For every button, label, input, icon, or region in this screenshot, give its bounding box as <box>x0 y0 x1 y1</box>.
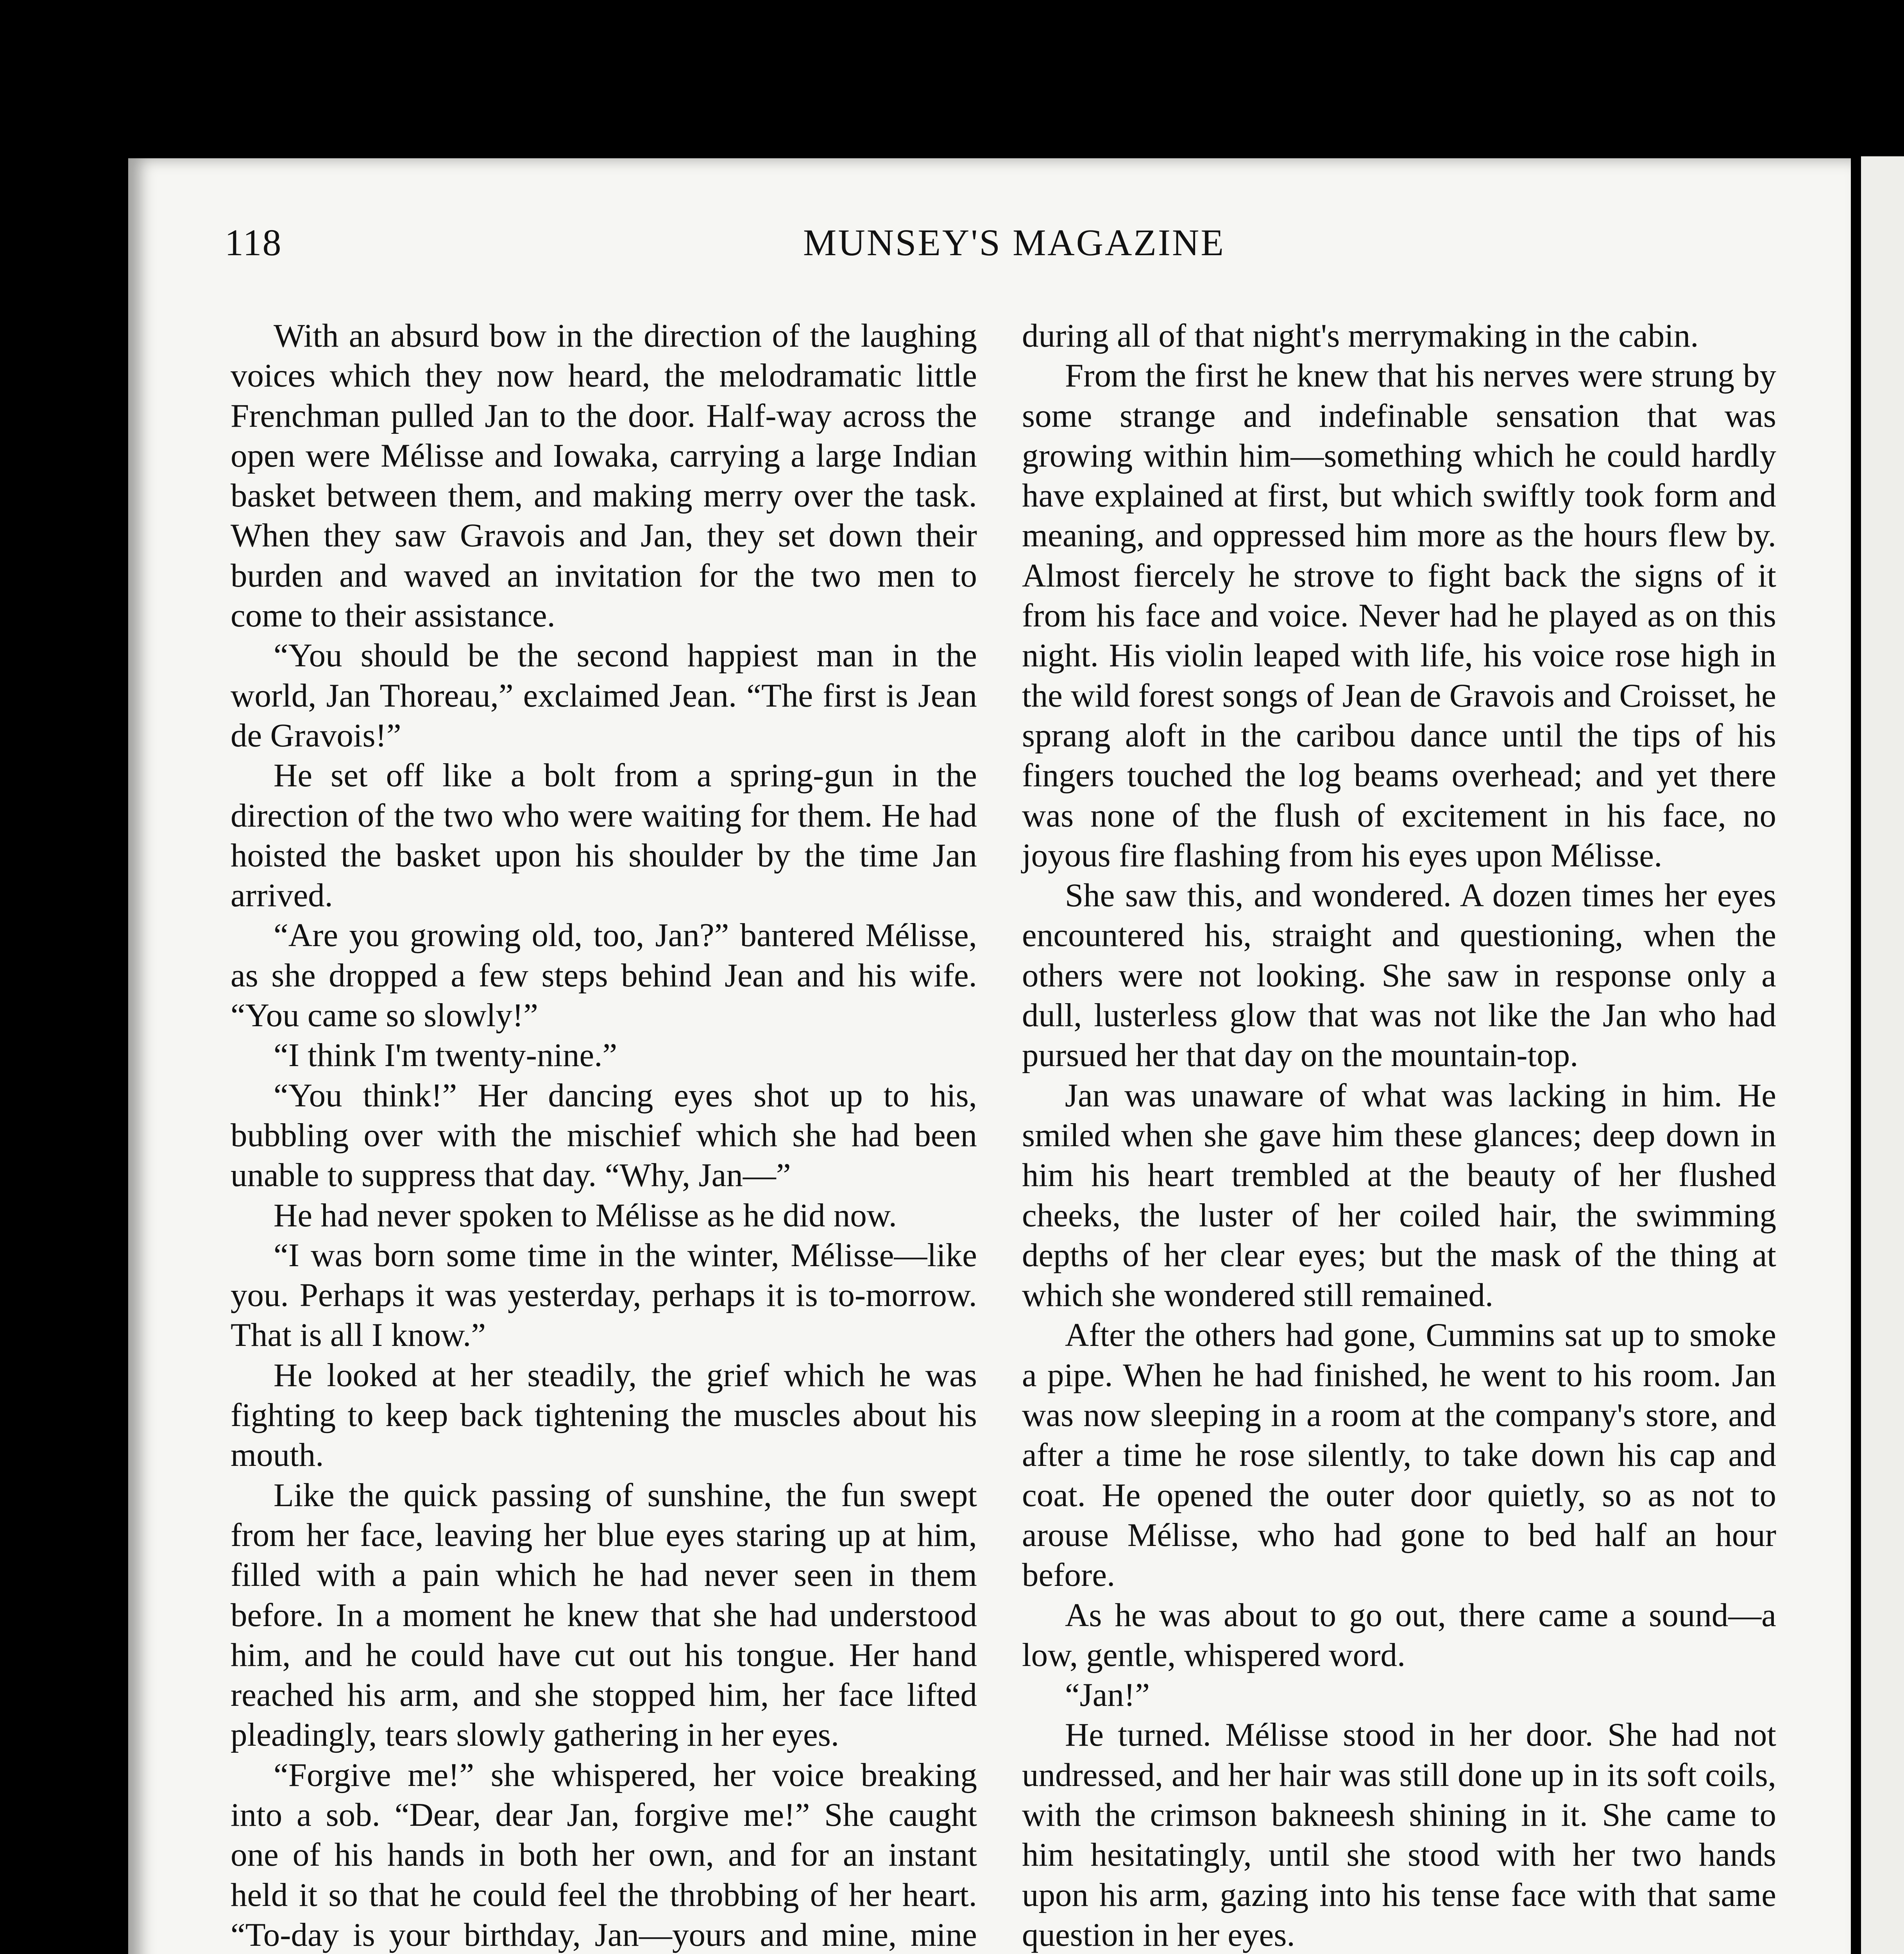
paragraph: “You think!” Her dancing eyes shot up to his, bubbling over with the mischief which she had been unable to suppress that day. “Why, Jan—” <box>231 1077 977 1194</box>
paragraph: “Jan!” <box>1065 1677 1150 1714</box>
page-header <box>225 221 1757 276</box>
paragraph: With an absurd bow in the direction of the laughing voices which they now heard, the melodramatic little Frenchman pulled Jan to the door. Half-way across the open were Mélisse and Iowaka, carrying a large Indian basket between them, and making merry over the task. When they saw Gravois and Jan, they set down their burden and waved an invitation for the two men to come to their assistance. <box>231 317 977 634</box>
paragraph: He looked at her steadily, the grief which he was fighting to keep back tightening the muscles about his mouth. <box>231 1356 977 1474</box>
paragraph: He turned. Mélisse stood in her door. She had not undressed, and her hair was still done up in its soft coils, with the crimson bakneesh shining in it. She came to him hesitatingly, until she stood with her two hands upon his arm, gazing into his tense face with that same question in her eyes. <box>1022 1716 1776 1953</box>
paragraph: during all of that night's merrymaking in the cabin. <box>1022 317 1699 354</box>
paragraph: “Forgive me!” she whispered, her voice breaking into a sob. “Dear, dear Jan, forgive me!” She caught one of his hands in both her own, and for an instant held it so that he could feel the throbbing of her heart. “To-day is your birthday, Jan—yours and mine, mine <box>231 1756 977 1953</box>
paragraph: He had never spoken to Mélisse as he did now. <box>274 1197 897 1234</box>
paragraph: As he was about to go out, there came a sound—a low, gentle, whispered word. <box>1022 1596 1776 1673</box>
paragraph: Jan was unaware of what was lacking in him. He smiled when she gave him these glances; deep down in him his heart trembled at the beauty of her flushed cheeks, the luster of her coiled hair, the swimming depths of her clear eyes; but the mask of the thing at which she wondered still remained. <box>1022 1077 1776 1314</box>
paragraph: She saw this, and wondered. A dozen times her eyes encountered his, straight and questioning, when the others were not looking. She saw in response only a dull, lusterless glow that was not like the Jan who had pursued her that day on the mountain-top. <box>1022 877 1776 1074</box>
paragraph: Like the quick passing of sunshine, the fun swept from her face, leaving her blue eyes staring up at him, filled with a pain which he had never seen in them before. In a moment he knew that she had understood him, and he could have cut out his tongue. Her hand reached his arm, and she stopped him, her face lifted pleadingly, tears slowly gathering in her eyes. <box>231 1476 977 1754</box>
page-number: 118 <box>225 222 282 263</box>
paragraph: He set off like a bolt from a spring-gun in the direction of the two who were waiting for them. He had hoisted the basket upon his shoulder by the time Jan arrived. <box>231 757 977 914</box>
running-title: MUNSEY'S MAGAZINE <box>803 222 1225 263</box>
facing-page-edge <box>1861 156 1904 1954</box>
right-column <box>1022 316 1776 1954</box>
paragraph: “I was born some time in the winter, Mélisse—like you. Perhaps it was yesterday, perhaps it is to-morrow. That is all I know.” <box>231 1236 977 1354</box>
paragraph: “You should be the second happiest man in the world, Jan Thoreau,” exclaimed Jean. “The first is Jean de Gravois!” <box>231 637 977 754</box>
paragraph: From the first he knew that his nerves were strung by some strange and indefinable sensation that was growing within him—something which he could hardly have explained at first, but which swiftly took form and meaning, and oppressed him more as the hours flew by. Almost fiercely he strove to fight back the signs of it from his face and voice. Never had he played as on this night. His violin leaped with life, his voice rose high in the wild forest songs of Jean de Gravois and Croisset, he sprang aloft in the caribou dance until the tips of his fingers touched the log beams overhead; and yet there was none of the flush of excitement in his face, no joyous fire flashing from his eyes upon Mélisse. <box>1022 357 1776 874</box>
left-column <box>231 316 977 1954</box>
paragraph: “Are you growing old, too, Jan?” bantered Mélisse, as she dropped a few steps behind Jean and his wife. “You came so slowly!” <box>231 917 977 1034</box>
paragraph: After the others had gone, Cummins sat up to smoke a pipe. When he had finished, he went to his room. Jan was now sleeping in a room at the company's store, and after a time he rose silently, to take down his cap and coat. He opened the outer door quietly, so as not to arouse Mélisse, who had gone to bed half an hour before. <box>1022 1317 1776 1594</box>
paragraph: “I think I'm twenty-nine.” <box>274 1037 617 1074</box>
